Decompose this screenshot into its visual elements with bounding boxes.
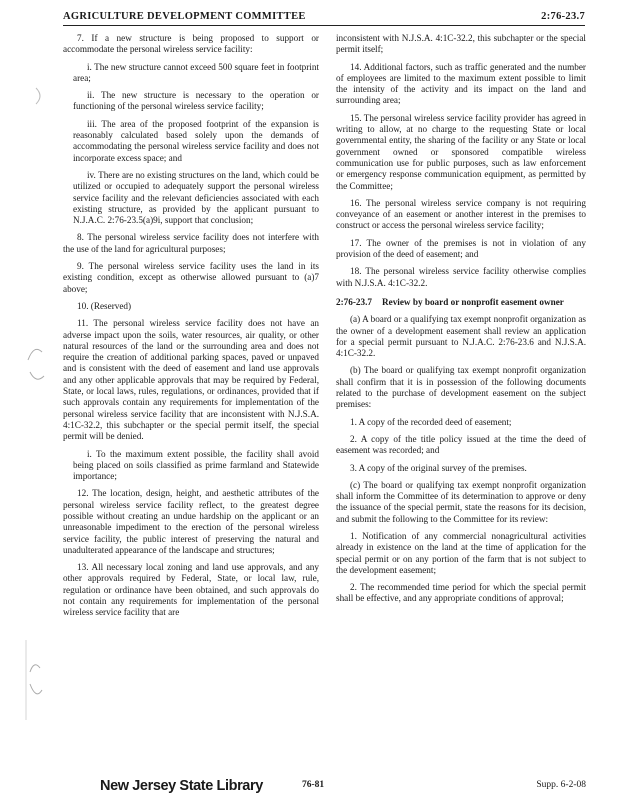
clause-14: 14. Additional factors, such as traffic generated and the number of employees are limited to the maximum extent possible to limit the intensity of the activity and its impact on the land and surrounding area; (336, 61, 586, 106)
clause-16: 16. The personal wireless service company is not requiring conveyance of an easement or another interest in the premises to construct or access the personal wireless service facility; (336, 197, 586, 231)
left-column (63, 33, 319, 625)
clause-9: 9. The personal wireless service facility uses the land in its existing condition, except as otherwise allowed pursuant to (a)7 above; (63, 261, 319, 294)
subsection-c: (c) The board or qualifying tax exempt nonprofit organization shall inform the Committee of its determination to approve or deny the issuance of the special permit, state the reasons for its decision, and submit the following to the Committee for its review: (336, 479, 586, 524)
clause-7-iv: iv. There are no existing structures on the land, which could be utilized or occupied to adequately support the personal wireless service facility and the relevant deficiencies associated with each existing structure, as provided by the applicant pursuant to N.J.A.C. 2:76-23.5(a)9i, support that conclusion; (73, 169, 319, 226)
header-section-number: 2:76-23.7 (541, 11, 585, 22)
clause-11: 11. The personal wireless service facility does not have an adverse impact upon the soils, water resources, air quality, or other natural resources of the land or the surrounding area and does not require the creation of additional parking spaces, paved or unpaved and is consistent with the deed of easement and land use approvals and any other applicable approvals that may be required by Federal, State, or local laws, rules, regulations, or ordinances, provided that if such approvals contain any requirements for implementation of the personal wireless service facility that are inconsistent with N.J.S.A. 4:1C-32.2, this subchapter or the special permit itself, the special permit will be denied. (63, 318, 319, 442)
right-column (336, 33, 586, 611)
clause-10: 10. (Reserved) (77, 300, 132, 311)
subsection-c-1: 1. Notification of any commercial nonagricultural activities already in existence on the land at the time of application for the special permit or on any portion of the farm that is not subject to the development easement; (336, 530, 586, 575)
page-footer (0, 778, 618, 794)
clause-8: 8. The personal wireless service facility does not interfere with the use of the land for agricultural purposes; (63, 232, 319, 254)
section-heading (336, 297, 586, 308)
supplement-date: Supp. 6-2-08 (536, 780, 586, 790)
margin-binding-marks (0, 0, 60, 800)
section-number: 2:76-23.7 (336, 296, 372, 307)
clause-18: 18. The personal wireless service facility otherwise complies with N.J.S.A. 4:1C-32.2. (336, 266, 586, 288)
clause-7-ii: ii. The new structure is necessary to the operation or functioning of the personal wireless service facility; (73, 90, 319, 112)
header-title: AGRICULTURE DEVELOPMENT COMMITTEE (63, 11, 306, 22)
clause-12: 12. The location, design, height, and aesthetic attributes of the personal wireless service facility reflect, to the greatest degree possible without creating an undue hardship on the applicant or an unreasonable impediment to the erection of the personal wireless service facility, the public interest of preserving the natural and unadulterated appearance of the landscape and structures; (63, 488, 319, 555)
library-stamp: New Jersey State Library (100, 778, 263, 794)
clause-13: 13. All necessary local zoning and land use approvals, and any other approvals required by Federal, State, or local law, rule, regulation or ordinance have been obtained, and such approvals do not contain any requirements for implementation of the personal wireless service facility that are (63, 562, 319, 618)
clause-11-i: i. To the maximum extent possible, the facility shall avoid being placed on soils classified as prime farmland and Statewide importance; (73, 448, 319, 482)
clause-15: 15. The personal wireless service facility provider has agreed in writing to allow, at no charge to the requesting State or local governmental entity, the sharing of the facility or any State or local government owned or sponsored compatible wireless communication use for public purposes, such as law enforcement or emergency response communication equipment, as permitted by the Committee; (336, 112, 586, 191)
clause-17: 17. The owner of the premises is not in violation of any provision of the deed of easement; and (336, 237, 586, 260)
running-header (63, 9, 585, 26)
section-title: Review by board or nonprofit easement owner (381, 296, 564, 307)
clause-13-continued: inconsistent with N.J.S.A. 4:1C-32.2, this subchapter or the special permit itself; (336, 33, 586, 55)
subsection-b-2: 2. A copy of the title policy issued at the time the deed of easement was recorded; and (336, 433, 586, 456)
page-number: 76-81 (302, 780, 325, 790)
subsection-b-1: 1. A copy of the recorded deed of easement; (350, 416, 512, 427)
subsection-a: (a) A board or a qualifying tax exempt nonprofit organization as the owner of a development easement shall review an application for a special permit pursuant to N.J.A.C. 2:76-23.6 and N.J.S.A. 4:1C-32.2. (336, 314, 586, 359)
subsection-c-2: 2. The recommended time period for which the special permit shall be effective, and any appropriate conditions of approval; (336, 582, 586, 604)
clause-7-i: i. The new structure cannot exceed 500 square feet in footprint area; (73, 61, 319, 83)
subsection-b-3: 3. A copy of the original survey of the premises. (350, 462, 527, 473)
clause-7-iii: iii. The area of the proposed footprint of the expansion is reasonably calculated based solely upon the demands of accommodating the personal wireless service facility and does not incorporate excess space; and (73, 118, 319, 163)
subsection-b: (b) The board or qualifying tax exempt nonprofit organization shall confirm that it is in possession of the following documents related to the purchase of development easement on the subject premises: (336, 365, 586, 410)
clause-7: 7. If a new structure is being proposed to support or accommodate the personal wireless service facility: (63, 33, 319, 55)
